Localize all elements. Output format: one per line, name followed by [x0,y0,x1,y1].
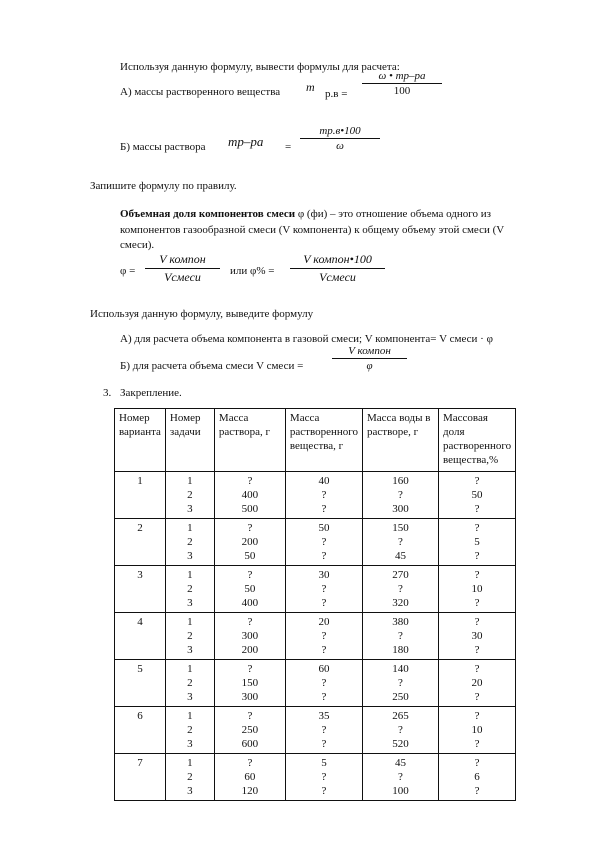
cell-line: ? [398,583,403,595]
cell-line: 140 [392,663,409,675]
variant-cell: 6 [115,707,166,754]
problems-table [114,408,516,801]
cell-line: ? [474,738,480,750]
cell-line: ? [474,616,480,628]
value-cell [165,660,214,707]
cell-line: 400 [241,597,259,609]
cell-line: ? [247,616,253,628]
derive-b-denominator: φ [366,360,373,372]
cell-line: ? [247,757,253,769]
cell-line: 120 [241,785,259,797]
table-row [115,660,516,707]
cell-line: ? [247,710,253,722]
variant-cell: 5 [115,660,166,707]
cell-line: ? [247,569,253,581]
cell-line: ? [474,569,480,581]
cell-line: 380 [392,616,409,628]
value-cell [439,472,516,519]
derive-a: А) для расчета объема компонента в газовой смеси; V компонента= V смеси · φ [120,333,493,345]
value-cell [363,519,439,566]
cell-line: ? [474,757,480,769]
value-cell [285,707,362,754]
table-row [115,472,516,519]
phi-percent-numerator: V компон•100 [303,252,372,266]
cell-line: ? [474,550,480,562]
value-cell [165,754,214,801]
part-a-m: m [306,80,315,94]
cell-line: 2 [187,536,193,548]
cell-line: 3 [187,503,193,515]
cell-line: ? [474,691,480,703]
cell-line: ? [321,550,327,562]
derive-text: Используя данную формулу, выведите формулу [90,308,314,320]
cell-line: 3 [187,738,193,750]
cell-line: 1 [187,475,193,487]
header-task: Номер задачи [165,409,214,472]
value-cell [439,519,516,566]
cell-line: ? [247,663,253,675]
cell-line: 20 [318,616,330,628]
cell-line: ? [247,475,253,487]
definition-rest: φ (фи) – это отношение объема одного из [295,208,491,220]
table-row [115,566,516,613]
cell-line: ? [321,597,327,609]
value-cell [285,472,362,519]
value-cell [363,472,439,519]
phi-denominator: Vсмеси [164,270,201,284]
value-cell [439,613,516,660]
value-cell [165,519,214,566]
value-cell [285,566,362,613]
part-a-sub: р.в = [325,88,348,100]
cell-line: ? [398,536,403,548]
variant-cell: 3 [115,566,166,613]
value-cell [363,566,439,613]
cell-line: 10 [471,724,483,736]
cell-line: 160 [392,475,409,487]
cell-line: 1 [187,522,193,534]
derive-b-fraction [332,345,407,372]
cell-line: 3 [187,550,193,562]
cell-line: ? [474,475,480,487]
header-water-mass: Масса воды в растворе, г [363,409,439,472]
part-a-denominator: 100 [393,85,411,97]
value-cell [214,660,285,707]
phi-percent-fraction [290,252,385,285]
variant-cell: 4 [115,613,166,660]
definition-line1 [120,208,491,220]
value-cell [439,566,516,613]
cell-line: 500 [241,503,259,515]
phi-percent-lhs: или φ% = [230,265,275,277]
cell-line: 30 [471,630,483,642]
value-cell [363,707,439,754]
part-b-numerator: mр.в•100 [319,125,361,137]
cell-line: 3 [187,597,193,609]
value-cell [214,566,285,613]
section-number: 3. [103,387,112,399]
cell-line: 180 [392,644,409,656]
cell-line: ? [321,771,327,783]
value-cell [214,613,285,660]
cell-line: ? [474,503,480,515]
value-cell [165,707,214,754]
value-cell [363,613,439,660]
fraction-bar [332,358,407,359]
table-row [115,613,516,660]
cell-line: 6 [474,771,480,783]
phi-numerator: V компон [159,252,206,266]
part-a-label: А) массы растворенного вещества [120,86,281,98]
cell-line: ? [321,583,327,595]
variant-cell: 1 [115,472,166,519]
cell-line: 2 [187,583,193,595]
cell-line: 400 [241,489,259,501]
section-title: Закрепление. [120,387,182,399]
definition-term: Объемная доля компонентов смеси [120,208,296,220]
cell-line: 50 [244,550,256,562]
cell-line: 320 [392,597,409,609]
table-row [115,519,516,566]
value-cell [165,613,214,660]
part-b-label: Б) массы раствора [120,141,206,153]
phi-percent-denominator: Vсмеси [319,270,356,284]
cell-line: 200 [241,644,259,656]
cell-line: 200 [241,536,259,548]
value-cell [285,613,362,660]
cell-line: 2 [187,630,193,642]
cell-line: ? [474,710,480,722]
cell-line: ? [398,630,403,642]
part-a-fraction [362,70,442,97]
cell-line: 3 [187,644,193,656]
cell-line: 600 [241,738,259,750]
cell-line: ? [398,677,403,689]
cell-line: 300 [241,630,259,642]
table-row [115,754,516,801]
cell-line: ? [321,503,327,515]
cell-line: 250 [392,691,409,703]
value-cell [214,754,285,801]
cell-line: ? [321,630,327,642]
cell-line: 5 [321,757,327,769]
cell-line: 10 [471,583,483,595]
cell-line: 300 [241,691,259,703]
cell-line: 265 [392,710,409,722]
value-cell [214,472,285,519]
cell-line: ? [398,724,403,736]
cell-line: 1 [187,710,193,722]
cell-line: 2 [187,489,193,501]
definition-line3: смеси). [120,239,155,251]
cell-line: 1 [187,757,193,769]
cell-line: 45 [395,550,406,562]
cell-line: 45 [395,757,406,769]
cell-line: 50 [471,489,483,501]
phi-fraction [145,252,220,285]
cell-line: 3 [187,785,193,797]
intro-text: Используя данную формулу, вывести формулы для расчета: [120,61,400,73]
fraction-bar [145,268,220,269]
phi-lhs: φ = [120,265,136,277]
value-cell [439,660,516,707]
cell-line: 60 [244,771,256,783]
variant-cell: 2 [115,519,166,566]
fraction-bar [290,268,385,269]
cell-line: ? [321,724,327,736]
value-cell [285,519,362,566]
header-solute-mass: Масса растворенного вещества, г [285,409,362,472]
cell-line: 35 [318,710,330,722]
part-b-lhs: mр–ра [228,134,264,149]
header-solution-mass: Масса раствора, г [214,409,285,472]
cell-line: 1 [187,663,193,675]
value-cell [363,660,439,707]
value-cell [285,660,362,707]
cell-line: ? [474,785,480,797]
value-cell [285,754,362,801]
cell-line: ? [247,522,253,534]
cell-line: ? [321,677,327,689]
value-cell [165,566,214,613]
cell-line: ? [398,489,403,501]
cell-line: 40 [318,475,330,487]
cell-line: 3 [187,691,193,703]
fraction-bar [362,83,442,84]
derive-b-label: Б) для расчета объема смеси V смеси = [120,360,304,372]
value-cell [165,472,214,519]
definition-line2: компонентов газообразной смеси (V компонента) к общему объему этой смеси (V [120,224,505,236]
cell-line: ? [321,489,327,501]
cell-line: 2 [187,771,193,783]
part-a-numerator: ω • mр–ра [378,70,426,82]
cell-line: 100 [392,785,409,797]
cell-line: ? [474,663,480,675]
cell-line: 250 [241,724,259,736]
cell-line: 50 [244,583,256,595]
cell-line: ? [398,771,403,783]
part-b-denominator: ω [336,140,344,152]
cell-line: ? [321,691,327,703]
cell-line: 60 [318,663,330,675]
cell-line: 20 [471,677,483,689]
cell-line: ? [321,644,327,656]
cell-line: ? [474,644,480,656]
write-rule: Запишите формулу по правилу. [90,180,237,192]
cell-line: 5 [474,536,480,548]
variant-cell: 7 [115,754,166,801]
cell-line: 30 [318,569,330,581]
header-mass-fraction: Массовая доля растворенного вещества,% [439,409,516,472]
value-cell [363,754,439,801]
fraction-bar [300,138,380,139]
cell-line: ? [474,522,480,534]
table-header-row [115,409,516,472]
cell-line: ? [474,597,480,609]
cell-line: 50 [318,522,330,534]
cell-line: 1 [187,569,193,581]
cell-line: 270 [392,569,409,581]
cell-line: 520 [392,738,409,750]
cell-line: 300 [392,503,409,515]
value-cell [214,707,285,754]
cell-line: ? [321,536,327,548]
cell-line: 2 [187,677,193,689]
header-variant: Номер варианта [115,409,166,472]
part-b-eq: = [285,141,292,153]
cell-line: 2 [187,724,193,736]
table-row [115,707,516,754]
value-cell [439,754,516,801]
cell-line: ? [321,738,327,750]
value-cell [214,519,285,566]
derive-b-numerator: V компон [348,345,391,357]
part-b-fraction [300,125,380,152]
cell-line: ? [321,785,327,797]
value-cell [439,707,516,754]
cell-line: 1 [187,616,193,628]
cell-line: 150 [392,522,409,534]
cell-line: 150 [241,677,259,689]
